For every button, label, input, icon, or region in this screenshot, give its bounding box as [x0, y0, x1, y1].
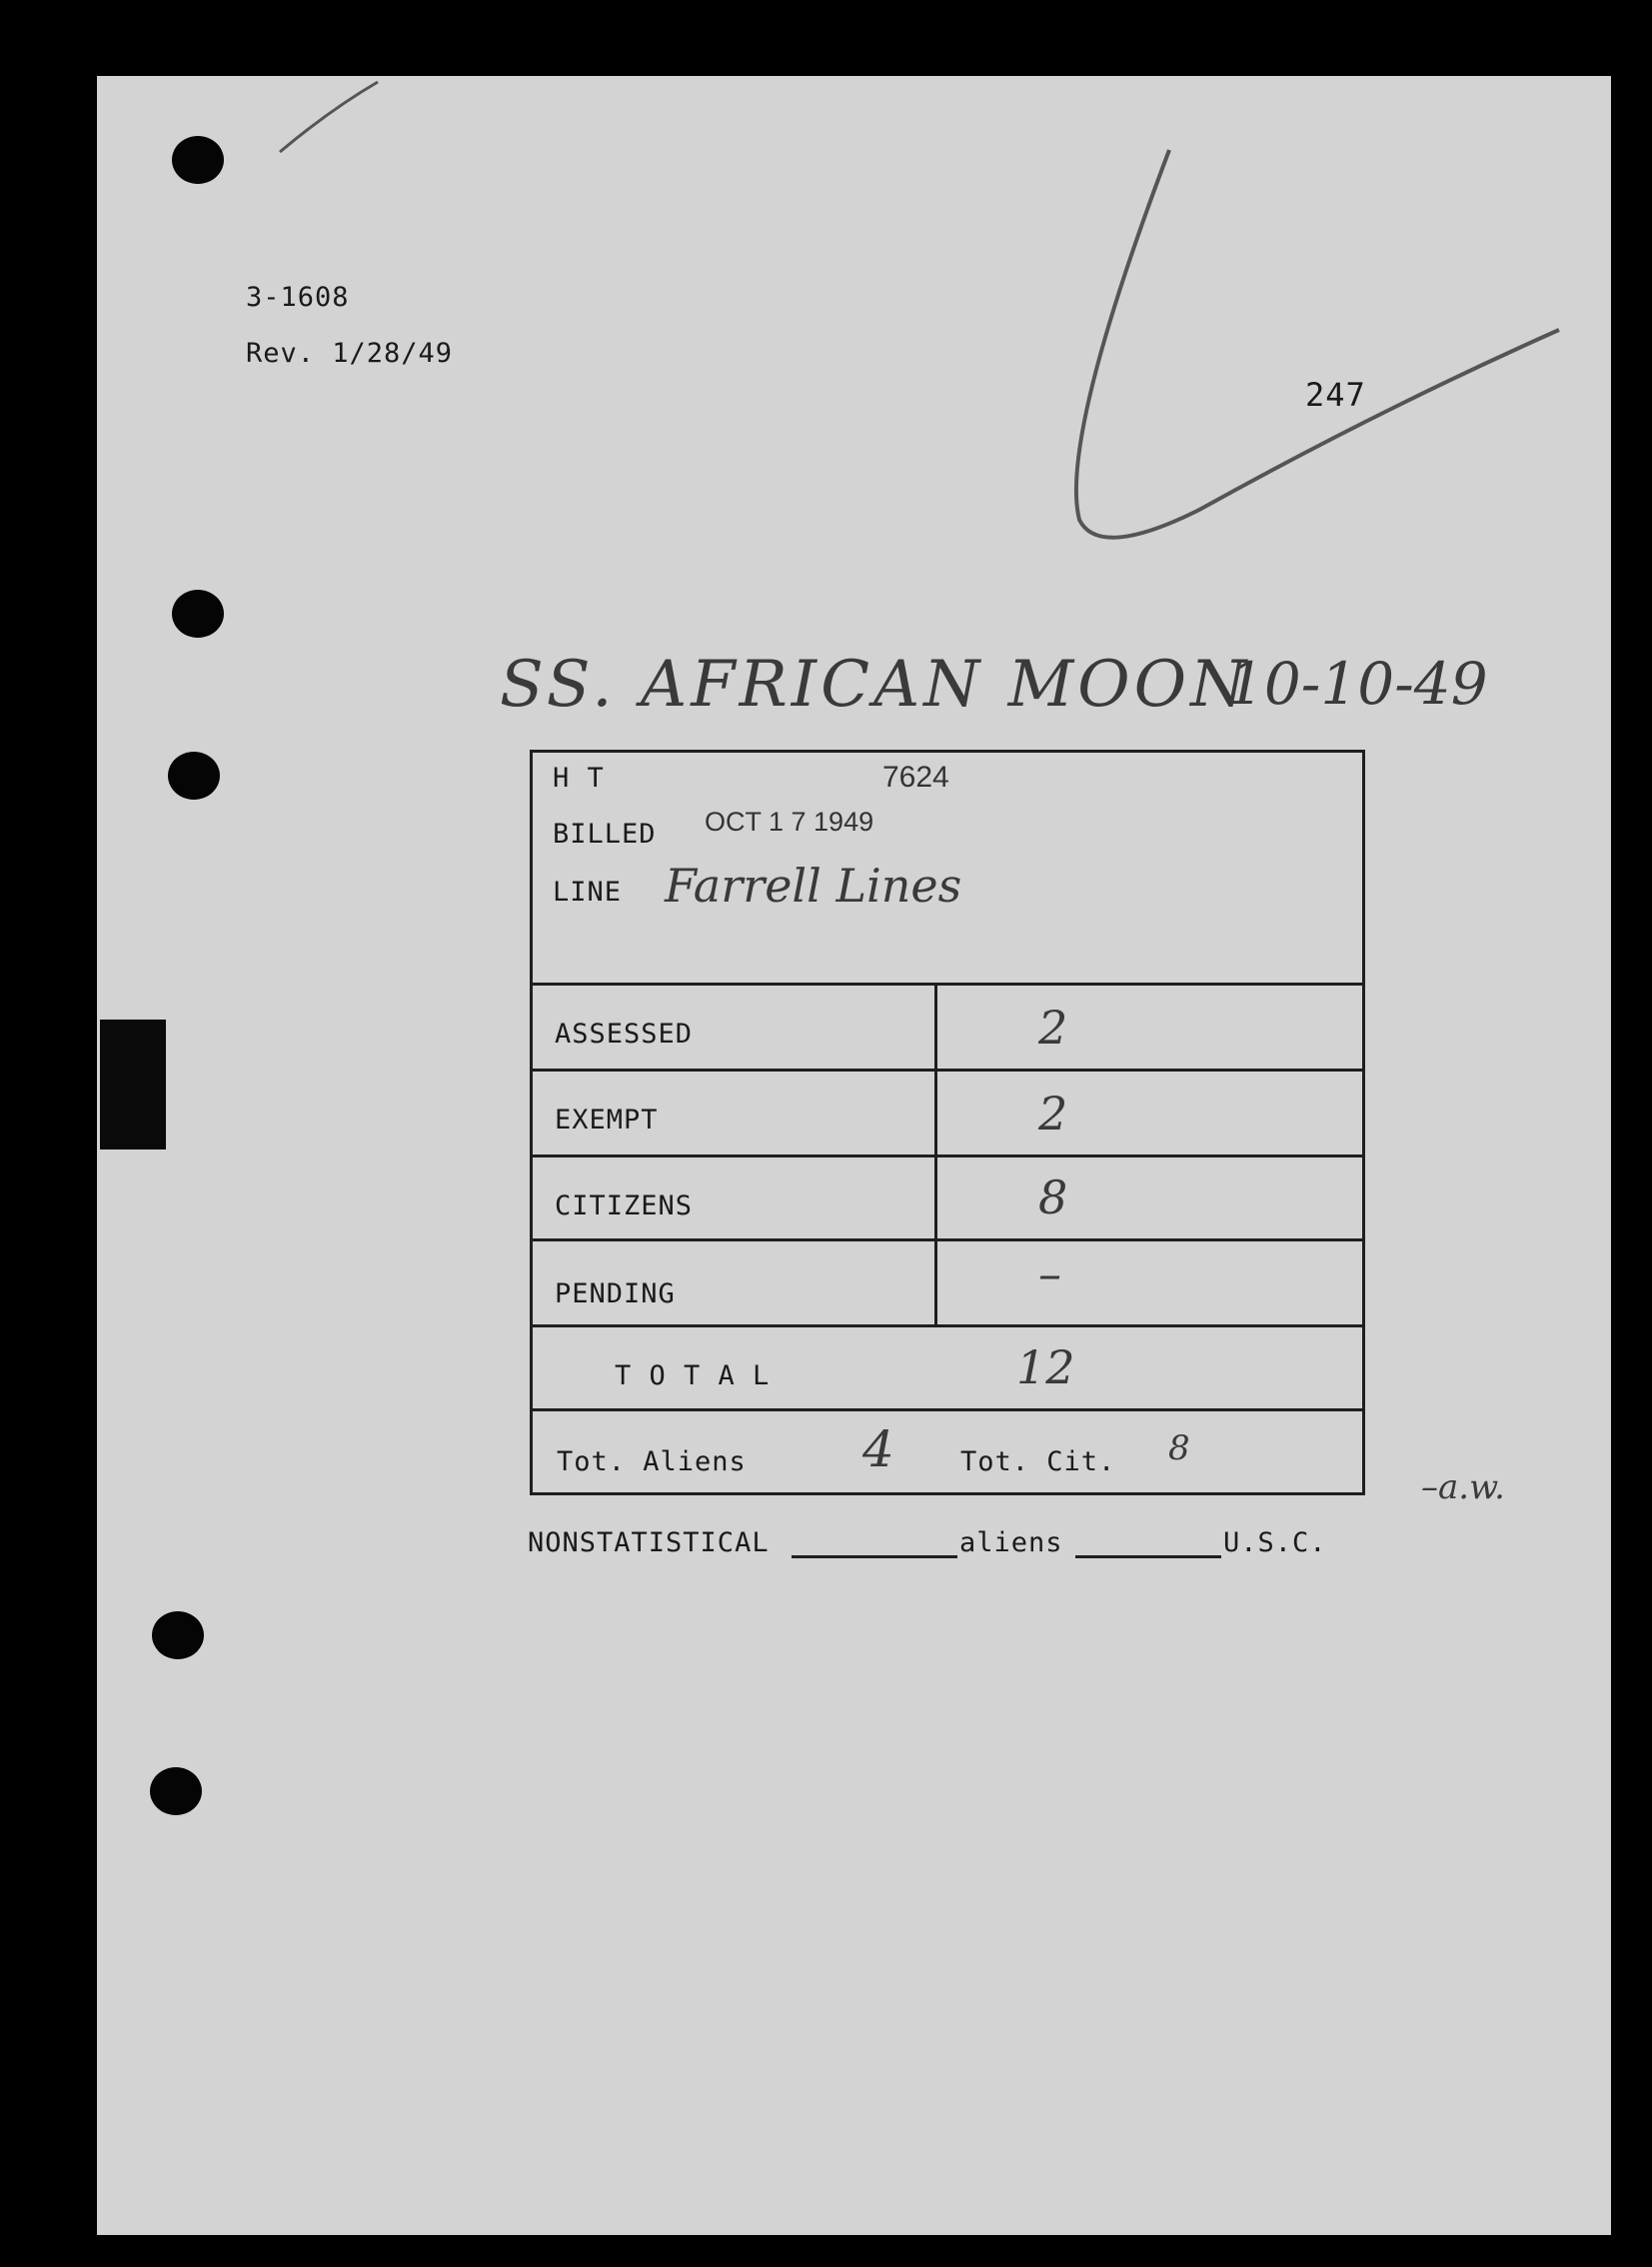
exempt-label: EXEMPT	[555, 1105, 659, 1135]
billed-label: BILLED	[553, 819, 657, 850]
arrival-date: 10-10-49	[1227, 650, 1488, 718]
divider	[533, 1069, 1362, 1072]
ht-number: 7624	[882, 761, 949, 794]
aliens-label: aliens	[959, 1527, 1063, 1558]
form-box	[530, 750, 1365, 1495]
tot-aliens-label: Tot. Aliens	[557, 1446, 747, 1477]
total-value: 12	[1016, 1340, 1075, 1394]
divider	[533, 1238, 1362, 1241]
page-number: 247	[1305, 376, 1366, 414]
usc-label: U.S.C.	[1223, 1527, 1327, 1558]
vessel-name: SS. AFRICAN MOON	[500, 648, 1251, 722]
citizens-value: 8	[1038, 1170, 1068, 1224]
form-revision: Rev. 1/28/49	[246, 338, 454, 369]
pending-label: PENDING	[555, 1278, 676, 1309]
citizens-label: CITIZENS	[555, 1190, 694, 1221]
initials: –a.w.	[1421, 1467, 1505, 1507]
column-divider	[934, 983, 937, 1324]
billed-date-stamp: OCT 1 7 1949	[705, 807, 874, 837]
exempt-value: 2	[1038, 1087, 1068, 1140]
assessed-label: ASSESSED	[555, 1019, 694, 1050]
divider	[533, 983, 1362, 986]
assessed-value: 2	[1038, 1001, 1068, 1055]
line-label: LINE	[553, 877, 623, 908]
form-number: 3-1608	[246, 282, 350, 313]
ht-label: H T	[553, 763, 605, 794]
nonstatistical-usc-blank	[1075, 1555, 1221, 1558]
nonstatistical-label: NONSTATISTICAL	[528, 1527, 770, 1558]
tot-aliens-value: 4	[862, 1420, 894, 1478]
divider	[533, 1154, 1362, 1157]
total-label: T O T A L	[615, 1360, 771, 1391]
divider	[533, 1408, 1362, 1411]
nonstatistical-aliens-blank	[792, 1555, 957, 1558]
pending-value: –	[1038, 1246, 1061, 1300]
tot-cit-label: Tot. Cit.	[960, 1446, 1116, 1477]
tot-cit-value: 8	[1168, 1428, 1190, 1468]
divider	[533, 1324, 1362, 1327]
line-name: Farrell Lines	[665, 859, 962, 913]
